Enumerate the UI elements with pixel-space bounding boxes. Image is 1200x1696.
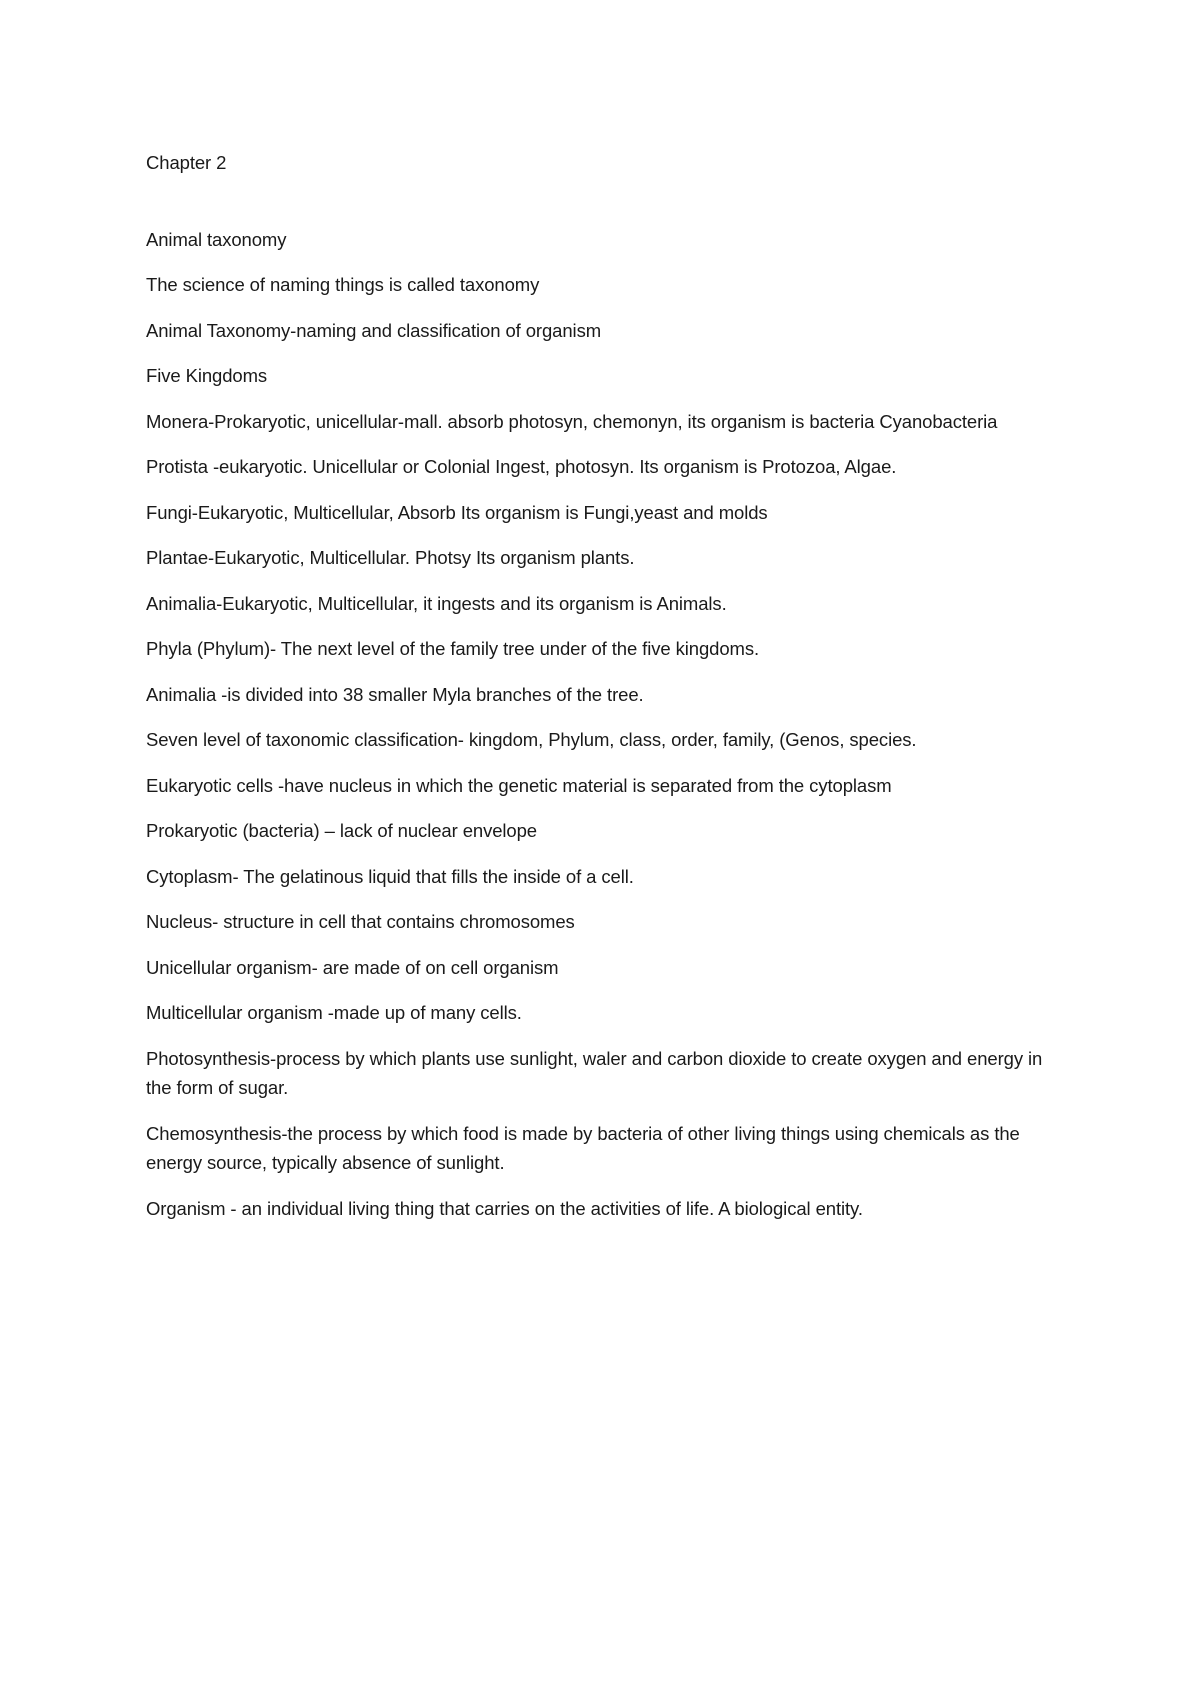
paragraph: The science of naming things is called taxonomy	[146, 274, 540, 295]
paragraph: Animal Taxonomy-naming and classification of organism	[146, 319, 602, 341]
paragraph: Eukaryotic cells -have nucleus in which the genetic material is separated from the cytoplasm	[146, 774, 892, 796]
paragraph: Nucleus- structure in cell that contains chromosomes	[146, 911, 575, 932]
paragraph: Fungi-Eukaryotic, Multicellular, Absorb Its organism is Fungi,yeast and molds	[146, 501, 768, 523]
paragraph: Chemosynthesis-the process by which food is made by bacteria of other living things using chemicals as the energy source, typically absence of sunlight.	[146, 1122, 1020, 1173]
paragraph: Photosynthesis-process by which plants use sunlight, waler and carbon dioxide to create oxygen and energy in the form of sugar.	[146, 1047, 1043, 1098]
paragraph: Cytoplasm- The gelatinous liquid that fills the inside of a cell.	[146, 865, 634, 887]
paragraph: Seven level of taxonomic classification- kingdom, Phylum, class, order, family, (Genos, species.	[146, 729, 917, 750]
chapter-title: Chapter 2	[146, 152, 227, 173]
paragraph: Monera-Prokaryotic, unicellular-mall. absorb photosyn, chemonyn, its organism is bacteria Cyanobacteria	[146, 410, 998, 432]
section-heading-animal-taxonomy: Animal taxonomy	[146, 228, 287, 250]
paragraph: Prokaryotic (bacteria) – lack of nuclear envelope	[146, 820, 537, 841]
document-body	[146, 148, 1066, 1239]
paragraph: Unicellular organism- are made of on cell organism	[146, 956, 559, 978]
paragraph: Organism - an individual living thing that carries on the activities of life. A biological entity.	[146, 1197, 863, 1219]
paragraph: Animalia -is divided into 38 smaller Myla branches of the tree.	[146, 683, 644, 705]
paragraph: Plantae-Eukaryotic, Multicellular. Photsy Its organism plants.	[146, 547, 635, 568]
paragraph: Phyla (Phylum)- The next level of the family tree under of the five kingdoms.	[146, 638, 760, 659]
paragraph: Multicellular organism -made up of many cells.	[146, 1002, 522, 1023]
paragraph: Animalia-Eukaryotic, Multicellular, it ingests and its organism is Animals.	[146, 592, 727, 614]
paragraph: Protista -eukaryotic. Unicellular or Colonial Ingest, photosyn. Its organism is Protozoa, Algae.	[146, 456, 897, 477]
paragraph: Five Kingdoms	[146, 365, 268, 386]
